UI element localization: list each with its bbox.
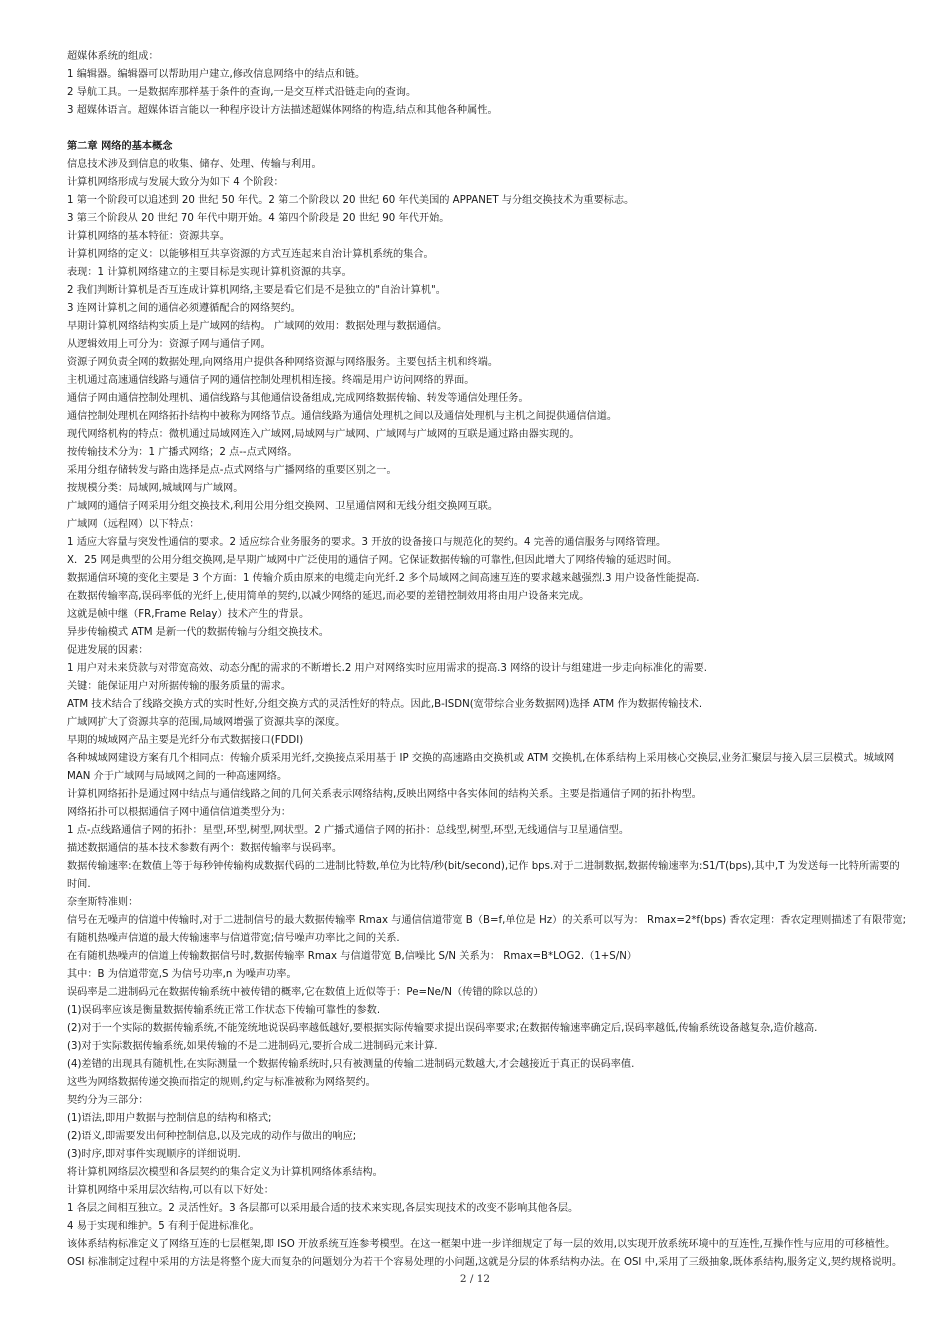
text-line: 信息技术涉及到信息的收集、储存、处理、传输与利用。 bbox=[67, 159, 322, 170]
text-line: 计算机网络形成与发展大致分为如下 4 个阶段： bbox=[67, 177, 284, 188]
text-line: 描述数据通信的基本技术参数有两个：数据传输率与误码率。 bbox=[67, 843, 343, 854]
text-line: 奈奎斯特准则： bbox=[67, 897, 139, 908]
chapter-title: 第二章 网络的基本概念 bbox=[67, 141, 173, 152]
text-line: 该体系结构标准定义了网络互连的七层框架,即 ISO 开放系统互连参考模型。在这一框架中进一步详细规定了每一层的效用,以实现开放系统环境中的互连性,互操作性与应用的可移植性。 bbox=[67, 1239, 896, 1250]
text-line: (2)对于一个实际的数据传输系统,不能笼统地说误码率越低越好,要根据实际传输要求提出误码率要求;在数据传输速率确定后,误码率越低,传输系统设备越复杂,造价越高. bbox=[67, 1023, 818, 1034]
text-line: 1 第一个阶段可以追述到 20 世纪 50 年代。2 第二个阶段以 20 世纪 60 年代美国的 APPANET 与分组交换技术为重要标志。 bbox=[67, 195, 635, 206]
text-line: 广域网（远程网）以下特点： bbox=[67, 519, 200, 530]
text-line: 信号在无噪声的信道中传输时,对于二进制信号的最大数据传输率 Rmax 与通信信道带宽 B（B=f,单位是 Hz）的关系可以写为： Rmax=2*f(bps) 香农定理：香农定理则描述了有限带宽; bbox=[67, 915, 907, 926]
text-line: MAN 介于广域网与局域网之间的一种高速网络。 bbox=[67, 771, 288, 782]
text-line: 3 超媒体语言。超媒体语言能以一种程序设计方法描述超媒体网络的构造,结点和其他各种属性。 bbox=[67, 105, 498, 116]
text-line: 4 易于实现和维护。5 有利于促进标准化。 bbox=[67, 1221, 260, 1232]
text-line: 计算机网络中采用层次结构,可以有以下好处： bbox=[67, 1185, 274, 1196]
text-line: 1 各层之间相互独立。2 灵活性好。3 各层都可以采用最合适的技术来实现,各层实现技术的改变不影响其他各层。 bbox=[67, 1203, 579, 1214]
text-line: 从逻辑效用上可分为：资源子网与通信子网。 bbox=[67, 339, 271, 350]
text-line: 计算机网络拓扑是通过网中结点与通信线路之间的几何关系表示网络结构,反映出网络中各实体间的结构关系。主要是指通信子网的拓扑构型。 bbox=[67, 789, 702, 800]
text-line: (3)时序,即对事件实现顺序的详细说明. bbox=[67, 1149, 241, 1160]
text-line: 契约分为三部分： bbox=[67, 1095, 149, 1106]
text-line: 2 我们判断计算机是否互连成计算机网络,主要是看它们是不是独立的"自治计算机"。 bbox=[67, 285, 446, 296]
text-line: 2 导航工具。一是数据库那样基于条件的查询,一是交互样式沿链走向的查询。 bbox=[67, 87, 417, 98]
text-line: OSI 标准制定过程中采用的方法是将整个庞大而复杂的问题划分为若干个容易处理的小问题,这就是分层的体系结构办法。在 OSI 中,采用了三级抽象,既体系结构,服务定义,契约规格说明。 bbox=[67, 1257, 903, 1268]
text-line: (1)误码率应该是衡量数据传输系统正常工作状态下传输可靠性的参数. bbox=[67, 1005, 381, 1016]
text-line: 现代网络机构的特点：微机通过局域网连入广域网,局域网与广域网、广域网与广域网的互联是通过路由器实现的。 bbox=[67, 429, 580, 440]
text-line: 采用分组存储转发与路由选择是点-点式网络与广播网络的重要区别之一。 bbox=[67, 465, 397, 476]
text-line: 数据通信环境的变化主要是 3 个方面：1 传输介质由原来的电缆走向光纤.2 多个局域网之间高速互连的要求越来越强烈.3 用户设备性能提高. bbox=[67, 573, 700, 584]
text-line: (3)对于实际数据传输系统,如果传输的不是二进制码元,要折合成二进制码元来计算. bbox=[67, 1041, 438, 1052]
text-line: 将计算机网络层次模型和各层契约的集合定义为计算机网络体系结构。 bbox=[67, 1167, 383, 1178]
text-line: 误码率是二进制码元在数据传输系统中被传错的概率,它在数值上近似等于：Pe=Ne/N（传错的除以总的） bbox=[67, 987, 544, 998]
text-line: 时间. bbox=[67, 879, 91, 890]
text-line: 通信控制处理机在网络拓扑结构中被称为网络节点。通信线路为通信处理机之间以及通信处理机与主机之间提供通信信道。 bbox=[67, 411, 618, 422]
text-line: 3 第三个阶段从 20 世纪 70 年代中期开始。4 第四个阶段是 20 世纪 90 年代开始。 bbox=[67, 213, 450, 224]
text-line: 异步传输模式 ATM 是新一代的数据传输与分组交换技术。 bbox=[67, 627, 329, 638]
text-line: 数据传输速率:在数值上等于每秒钟传输构成数据代码的二进制比特数,单位为比特/秒(bit/second),记作 bps.对于二进制数据,数据传输速率为:S1/T(bps),其中,T 为发送每一比特所需要的 bbox=[67, 861, 900, 872]
text-line: 计算机网络的定义：以能够相互共享资源的方式互连起来自治计算机系统的集合。 bbox=[67, 249, 434, 260]
text-line: (1)语法,即用户数据与控制信息的结构和格式; bbox=[67, 1113, 272, 1124]
text-line: 1 点-点线路通信子网的拓扑：星型,环型,树型,网状型。2 广播式通信子网的拓扑：总线型,树型,环型,无线通信与卫星通信型。 bbox=[67, 825, 630, 836]
text-line: 1 用户对未来贷款与对带宽高效、动态分配的需求的不断增长.2 用户对网络实时应用需求的提高.3 网络的设计与组建进一步走向标准化的需要. bbox=[67, 663, 707, 674]
text-line: (2)语义,即需要发出何种控制信息,以及完成的动作与做出的响应; bbox=[67, 1131, 357, 1142]
text-line: 网络拓扑可以根据通信子网中通信信道类型分为： bbox=[67, 807, 292, 818]
text-line: 资源子网负责全网的数据处理,向网络用户提供各种网络资源与网络服务。主要包括主机和终端。 bbox=[67, 357, 499, 368]
text-line: 通信子网由通信控制处理机、通信线路与其他通信设备组成,完成网络数据传输、转发等通信处理任务。 bbox=[67, 393, 529, 404]
text-line: 主机通过高速通信线路与通信子网的通信控制处理机相连接。终端是用户访问网络的界面。 bbox=[67, 375, 475, 386]
text-line: 1 适应大容量与突发性通信的要求。2 适应综合业务服务的要求。3 开放的设备接口与规范化的契约。4 完善的通信服务与网络管理。 bbox=[67, 537, 667, 548]
intro-section bbox=[67, 48, 907, 120]
text-line: 这些为网络数据传递交换而指定的规则,约定与标准被称为网络契约。 bbox=[67, 1077, 376, 1088]
text-line: 按规模分类：局域网,城域网与广域网。 bbox=[67, 483, 244, 494]
text-line: 其中：B 为信道带宽,S 为信号功率,n 为噪声功率。 bbox=[67, 969, 297, 980]
text-line: 有随机热噪声信道的最大传输速率与信道带宽;信号噪声功率比之间的关系. bbox=[67, 933, 400, 944]
text-line: 表现：1 计算机网络建立的主要目标是实现计算机资源的共享。 bbox=[67, 267, 352, 278]
text-line: 早期计算机网络结构实质上是广域网的结构。 广域网的效用：数据处理与数据通信。 bbox=[67, 321, 448, 332]
page-number: 2 / 12 bbox=[459, 1273, 491, 1285]
document-page bbox=[67, 48, 907, 1272]
text-line: 超媒体系统的组成： bbox=[67, 51, 159, 62]
text-line: (4)差错的出现具有随机性,在实际测量一个数据传输系统时,只有被测量的传输二进制码元数越大,才会越接近于真正的误码率值. bbox=[67, 1059, 635, 1070]
text-line: ATM 技术结合了线路交换方式的实时性好,分组交换方式的灵活性好的特点。因此,B-ISDN(宽带综合业务数据网)选择 ATM 作为数据传输技术. bbox=[67, 699, 703, 710]
text-line: 广域网扩大了资源共享的范围,局域网增强了资源共享的深度。 bbox=[67, 717, 346, 728]
text-line: X．25 网是典型的公用分组交换网,是早期广域网中广泛使用的通信子网。它保证数据传输的可靠性,但因此增大了网络传输的延迟时间。 bbox=[67, 555, 678, 566]
text-line: 在有随机热噪声的信道上传输数据信号时,数据传输率 Rmax 与信道带宽 B,信噪比 S/N 关系为： Rmax=B*LOG2.（1+S/N） bbox=[67, 951, 637, 962]
text-line: 3 连网计算机之间的通信必须遵循配合的网络契约。 bbox=[67, 303, 301, 314]
text-line: 这就是帧中继（FR,Frame Relay）技术产生的背景。 bbox=[67, 609, 310, 620]
text-line: 在数据传输率高,误码率低的光纤上,使用简单的契约,以减少网络的延迟,而必要的差错控制效用将由用户设备来完成。 bbox=[67, 591, 590, 602]
text-line: 早期的城域网产品主要是光纤分布式数据接口(FDDI) bbox=[67, 735, 304, 746]
text-line: 各种城域网建设方案有几个相同点：传输介质采用光纤,交换接点采用基于 IP 交换的高速路由交换机或 ATM 交换机,在体系结构上采用核心交换层,业务汇聚层与接入层三层模式。城域网 bbox=[67, 753, 895, 764]
chapter-body bbox=[67, 156, 907, 1272]
text-line: 按传输技术分为：1 广播式网络；2 点--点式网络。 bbox=[67, 447, 298, 458]
text-line: 1 编辑器。编辑器可以帮助用户建立,修改信息网络中的结点和链。 bbox=[67, 69, 366, 80]
text-line: 广域网的通信子网采用分组交换技术,利用公用分组交换网、卫星通信网和无线分组交换网互联。 bbox=[67, 501, 499, 512]
text-line: 计算机网络的基本特征：资源共享。 bbox=[67, 231, 230, 242]
text-line: 关键：能保证用户对所据传输的服务质量的需求。 bbox=[67, 681, 292, 692]
text-line: 促进发展的因素： bbox=[67, 645, 149, 656]
